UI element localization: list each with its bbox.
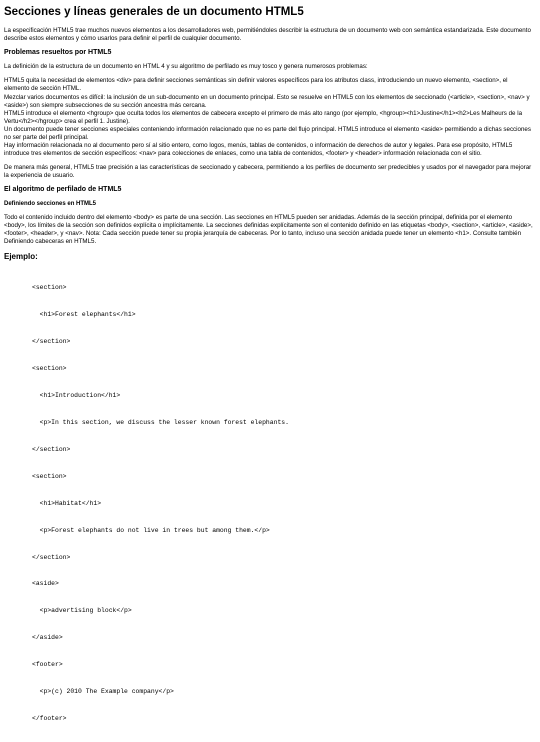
code-line: <h1>Habitat</h1> <box>32 499 102 507</box>
code-line: <p>(c) 2010 The Example company</p> <box>32 688 174 696</box>
problems-paragraph-group <box>4 77 534 158</box>
code-line: </footer> <box>32 714 67 722</box>
page-title: Secciones y líneas generales de un documento HTML5 <box>4 6 304 18</box>
code-line: <h1>Forest elephants</h1> <box>32 311 136 319</box>
code-line: <section> <box>32 365 67 373</box>
example-heading: Ejemplo: <box>4 251 38 261</box>
problems-paragraph-5: Un documento puede tener secciones especiales conteniendo información relacionado que no es parte del flujo principal. HTML5 introduce el elemento <aside> permitiendo a dichas secciones no ser parte del perfil principal. <box>4 125 531 141</box>
problems-paragraph-4: HTML5 introduce el elemento <hgroup> que oculta todos los elementos de cabecera excepto el primero de más alto rango (por ejemplo, <hgroup><h1>Justine</h1><h2>Les Malheurs de la Vertu</h2></hgroup> crea el perfil 1. Justine). <box>4 109 523 125</box>
code-line: <section> <box>32 284 67 292</box>
intro-paragraph: La especificación HTML5 trae muchos nuevos elementos a los desarrolladores web, permitiéndoles describir la estructura de un documento web con semántica estandarizada. Este documento describe estos elementos y cómo usarlos para definir el perfil de cualquier documento. <box>4 26 531 42</box>
code-line: </section> <box>32 338 71 346</box>
problems-heading: Problemas resueltos por HTML5 <box>4 48 112 56</box>
code-line: <h1>Introduction</h1> <box>32 392 121 400</box>
code-line: <footer> <box>32 661 63 669</box>
code-line: <p>Forest elephants do not live in trees but among them.</p> <box>32 526 270 534</box>
code-line: <section> <box>32 472 67 480</box>
defining-sections-heading: Definiendo secciones en HTML5 <box>4 200 97 207</box>
code-example <box>32 267 534 742</box>
problems-paragraph-2: HTML5 quita la necesidad de elementos <div> para definir secciones semánticas sin definir valores específicos para los atributos class, introduciendo un nuevo elemento, <section>, el elemento de sección HTML. <box>4 77 508 93</box>
code-line: <p>advertising block</p> <box>32 607 132 615</box>
code-line: <aside> <box>32 580 59 588</box>
problems-paragraph-1: La definición de la estructura de un documento en HTML 4 y su algoritmo de perfilado es muy tosco y genera numerosos problemas: <box>4 63 368 71</box>
problems-paragraph-3: Mezclar varios documentos es difícil: la inclusión de un sub-documento en un documento principal. Esto se resuelve en HTML5 con los elementos de seccionado (<article>, <section>, <nav> y <aside>) son siempre subsecciones de su sección ancestra más cercana. <box>4 93 530 109</box>
problems-paragraph-6: Hay información relacionada no al documento pero sí al sitio entero, como logos, menús, tablas de contenidos, o información de derechos de autor y legales. Para ese propósito, HTML5 introduce tres elementos de sección específicos: <nav> para colecciones de enlaces, como una tabla de contenidos, <footer> y <header> información relacionada con el sitio. <box>4 141 513 157</box>
code-line: </section> <box>32 553 71 561</box>
problems-paragraph-7: De manera más general, HTML5 trae precisión a las características de seccionado y cabecera, permitiendo a los perfiles de documento ser predecibles y usados por el navegador para mejorar la experiencia de usuario. <box>4 164 532 180</box>
algorithm-heading: El algoritmo de perfilado de HTML5 <box>4 186 122 194</box>
code-line: </aside> <box>32 634 63 642</box>
code-line: <p>In this section, we discuss the lesser known forest elephants. <box>32 419 289 427</box>
code-line: </section> <box>32 445 71 453</box>
defining-paragraph: Todo el contenido incluido dentro del elemento <body> es parte de una sección. Las secciones en HTML5 pueden ser anidadas. Además de la sección principal, definida por el elemento <body>, los límites de la sección son definidos explícita o implícitamente. La secciones definidas explícitamente son el contenido definido en las etiquetas <body>, <section>, <article>, <aside>, <footer>, <header>, y <nav>. Nota: Cada sección puede tener su propia jerarquía de cabeceras. Por lo tanto, incluso una sección anidada puede tener un elemento <h1>. Consulte también Definiendo cabeceras en HTML5. <box>4 213 533 245</box>
